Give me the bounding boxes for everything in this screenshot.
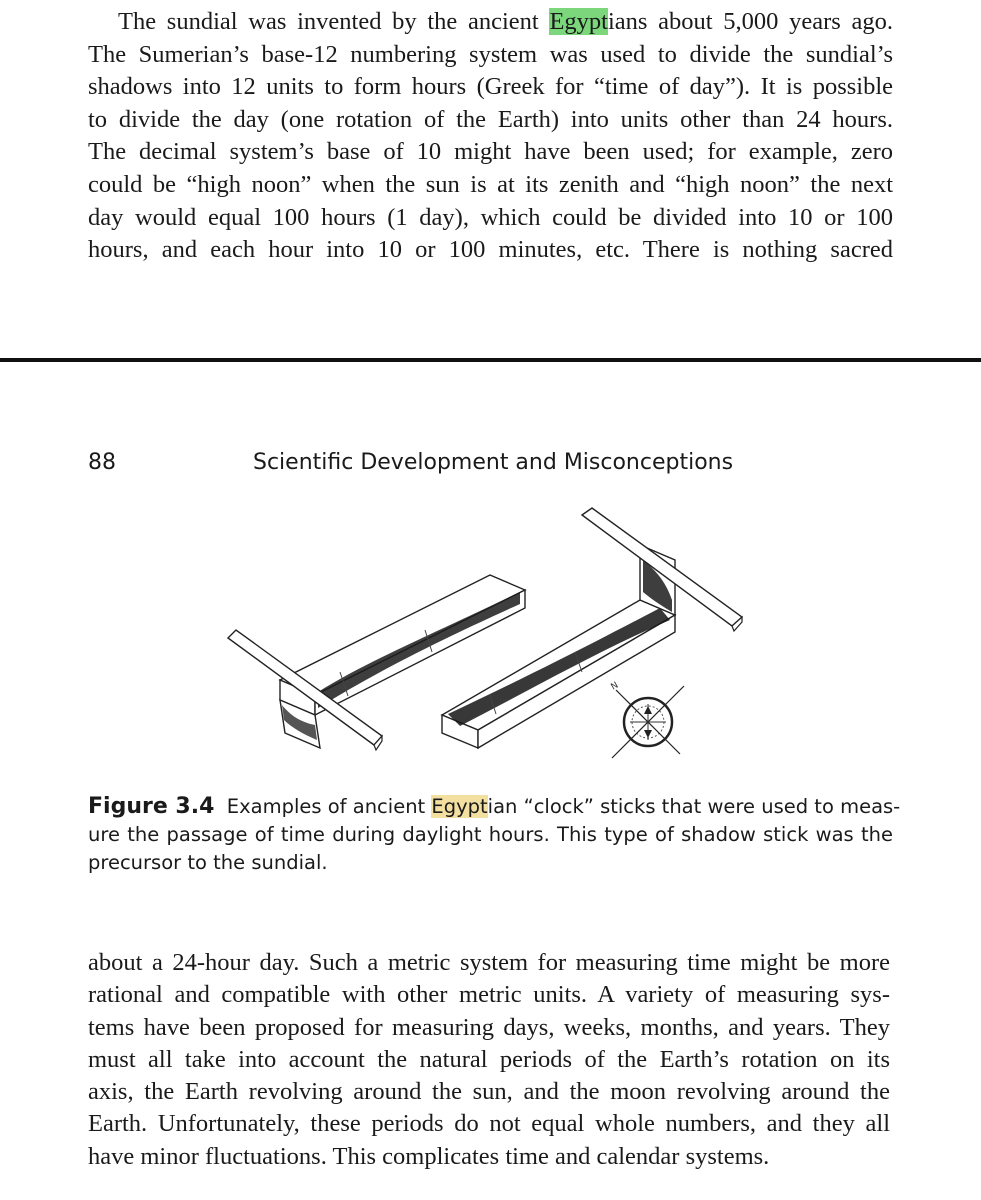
text-line: The sundial was invented by the ancient Egyptians about 5,000 years ago.: [118, 8, 893, 35]
book-title: Scientific Development and Misconceptions: [253, 450, 734, 475]
compass-rose: [610, 681, 685, 758]
top-paragraph: [88, 6, 893, 267]
figure-caption: [88, 793, 901, 877]
caption-line: Figure 3.4 Examples of ancient Egyptian “clock” sticks that were used to meas-: [88, 794, 901, 819]
text-line: to divide the day (one rotation of the Earth) into units other than 24 hours.: [88, 105, 893, 133]
bottom-paragraph: [88, 947, 890, 1173]
caption-line: precursor to the sundial.: [88, 851, 328, 874]
page-divider: [0, 358, 981, 362]
text-line: The Sumerian’s base-12 numbering system was used to divide the sundial’s: [88, 40, 893, 68]
search-highlight: Egypt: [431, 795, 488, 818]
text-line: rational and compatible with other metric units. A variety of measuring sys-: [88, 981, 890, 1009]
compass-north-label: N: [609, 680, 621, 693]
caption-line: ure the passage of time during daylight hours. This type of shadow stick was the: [88, 823, 893, 846]
text-line: hours, and each hour into 10 or 100 minutes, etc. There is nothing sacred: [88, 236, 893, 264]
text-line: day would equal 100 hours (1 day), which could be divided into 10 or 100: [88, 203, 893, 231]
page-number: 88: [88, 450, 116, 475]
figure-illustration: [220, 500, 760, 780]
text-line: The decimal system’s base of 10 might have been used; for example, zero: [88, 138, 893, 166]
text-line: could be “high noon” when the sun is at its zenith and “high noon” the next: [88, 170, 893, 198]
search-highlight: Egypt: [549, 8, 608, 35]
text-line: must all take into account the natural periods of the Earth’s rotation on its: [88, 1045, 890, 1073]
figure-label: Figure 3.4: [88, 794, 215, 819]
text-line: about a 24-hour day. Such a metric system for measuring time might be more: [88, 949, 890, 976]
text-line: Earth. Unfortunately, these periods do not equal whole numbers, and they all: [88, 1110, 890, 1138]
text-line: axis, the Earth revolving around the sun, and the moon revolving around the: [88, 1078, 890, 1106]
text-line: shadows into 12 units to form hours (Greek for “time of day”). It is possible: [88, 73, 893, 101]
text-line: tems have been proposed for measuring days, weeks, months, and years. They: [88, 1013, 890, 1041]
running-head: [0, 450, 981, 480]
text-line: have minor fluctuations. This complicates time and calendar systems.: [88, 1142, 770, 1170]
